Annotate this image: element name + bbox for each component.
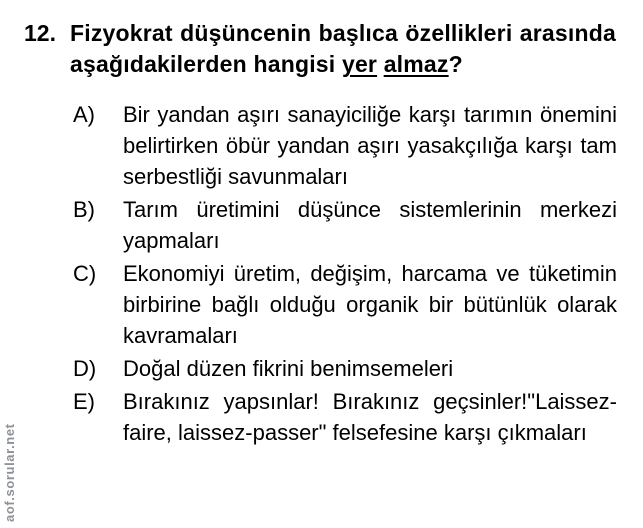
space <box>377 51 384 77</box>
question <box>24 18 616 80</box>
option-letter: A) <box>73 102 95 127</box>
option-c[interactable] <box>73 258 617 351</box>
underlined-word-yer: yer <box>341 51 378 77</box>
option-text: Bırakınız yapsınlar! Bırakınız geçsinler!"Laissez-faire, laissez-passer" felsefesine karşı çıkmaları <box>123 389 617 445</box>
option-text: Ekonomiyi üretim, değişim, harcama ve tüketimin birbirine bağlı olduğu organik bir bütünlük olarak kavramaları <box>123 261 617 348</box>
option-a[interactable] <box>73 99 617 192</box>
option-letter: E) <box>73 389 95 414</box>
option-text: Doğal düzen fikrini benimsemeleri <box>123 356 454 381</box>
option-letter: D) <box>73 356 97 381</box>
watermark-center: aof.sorular.net <box>345 332 514 376</box>
answer-options <box>73 99 617 450</box>
option-d[interactable] <box>73 353 617 384</box>
underlined-word-almaz: almaz <box>383 51 449 77</box>
question-text <box>70 18 616 80</box>
option-e[interactable] <box>73 386 617 448</box>
option-b[interactable] <box>73 194 617 256</box>
option-text: Bir yandan aşırı sanayiciliğe karşı tarımın önemini belirtirken öbür yandan aşırı yasakçılığa karşı tam serbestliği savunmaları <box>123 102 617 189</box>
option-text: Tarım üretimini düşünce sistemlerinin merkezi yapmaları <box>123 197 617 253</box>
option-letter: C) <box>73 261 97 286</box>
option-letter: B) <box>73 197 95 222</box>
question-number: 12. <box>24 20 56 46</box>
question-mark: ? <box>448 51 463 77</box>
question-stem: Fizyokrat düşüncenin başlıca özellikleri arasında aşağıdakilerden hangisi <box>70 20 616 77</box>
watermark-side: aof.sorular.net <box>2 423 17 522</box>
